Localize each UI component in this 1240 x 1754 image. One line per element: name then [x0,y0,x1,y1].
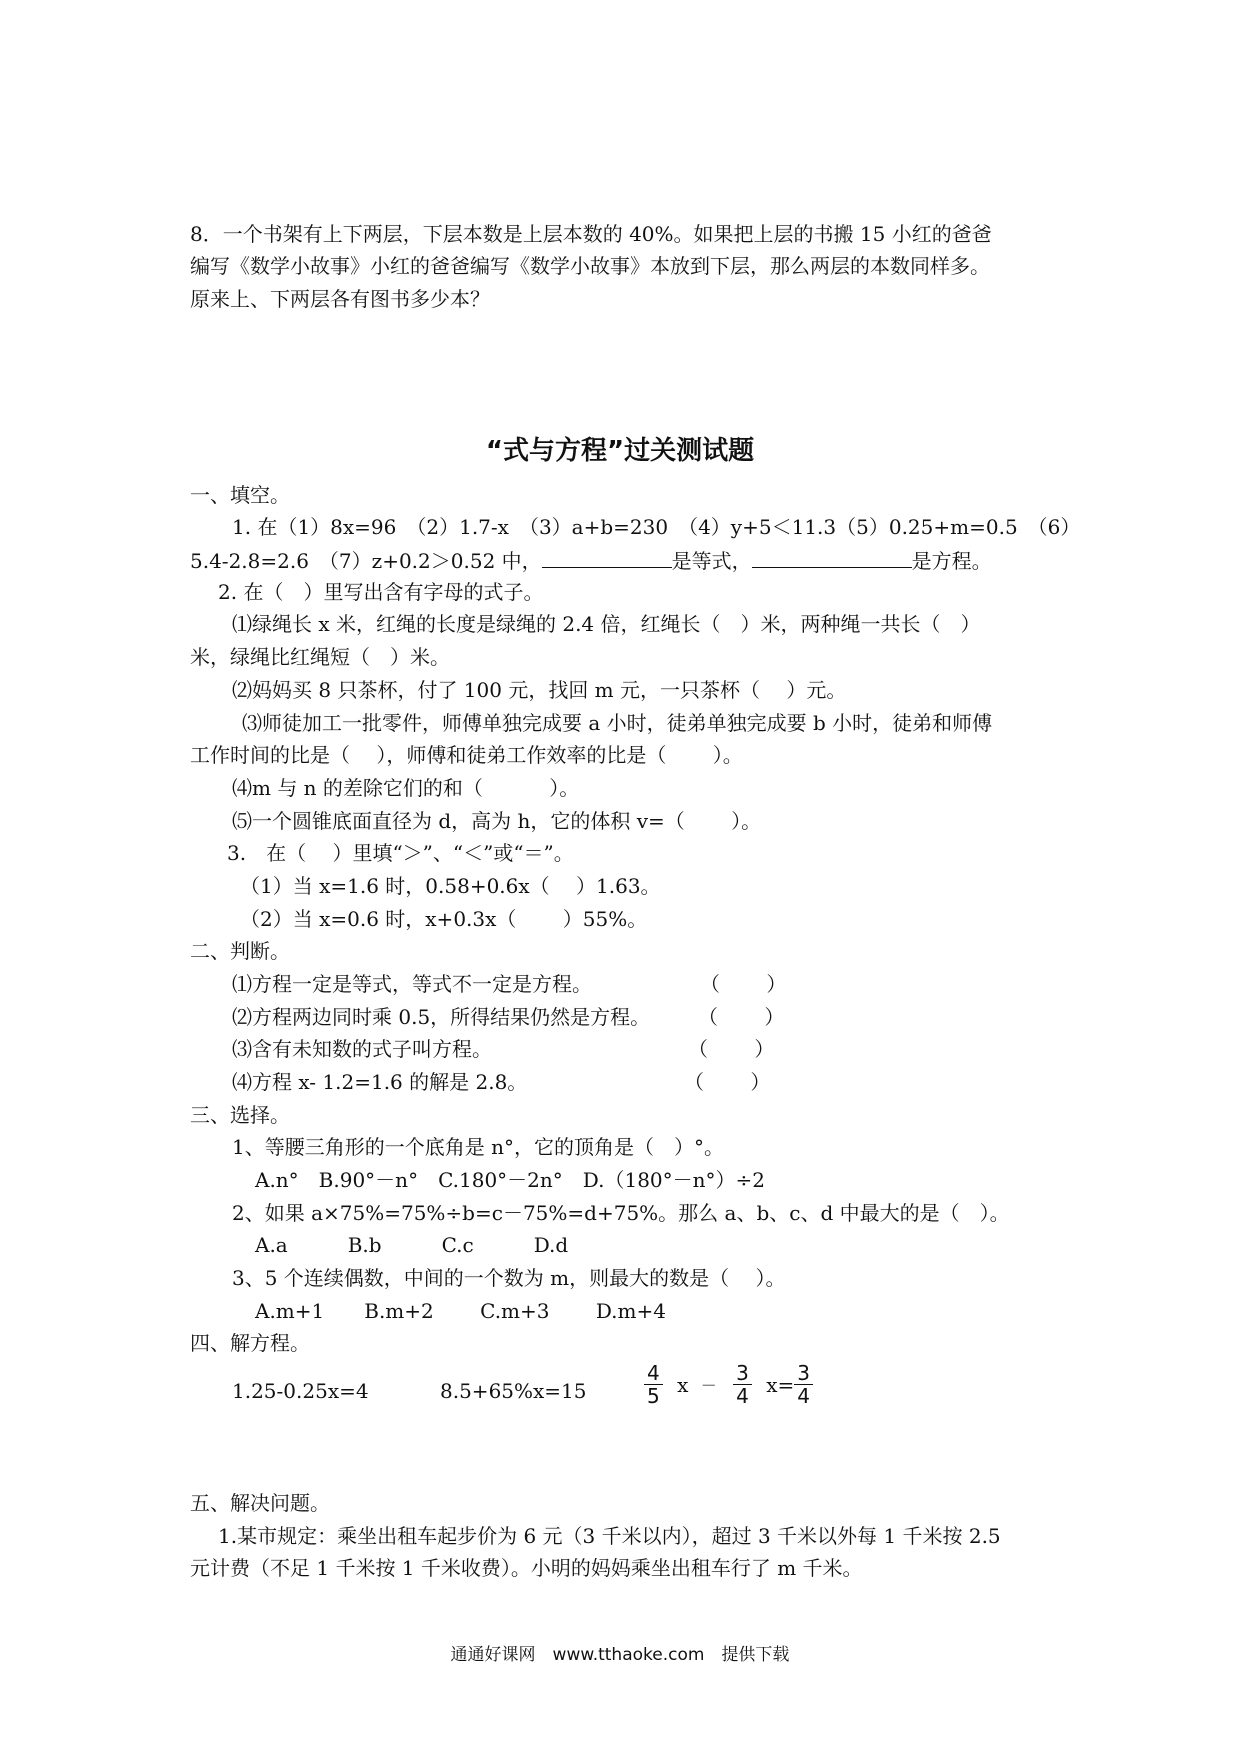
judge-item-4: ⑷方程 x- 1.2=1.6 的解是 2.8。 [232,1070,528,1094]
s1-q3-2: （2）当 x=0.6 时，x+0.3x（ ）55%。 [240,907,648,931]
s1-q1-line-1: 1. 在（1）8x=96 （2）1.7-x （3）a+b=230 （4）y+5＜11.3（5）0.25+m=0.5 （6） [232,515,1081,539]
choice-3-options: A.m+1 B.m+2 C.m+3 D.m+4 [255,1299,666,1323]
q8-line-1: 8．一个书架有上下两层，下层本数是上层本数的 40%。如果把上层的书搬 15 小红的爸爸 [190,222,992,246]
s1-q3-heading: 3. 在（ ）里填“＞”、“＜”或“＝”。 [227,841,574,865]
s1-q1-text-a: 5.4-2.8=2.6 （7）z+0.2＞0.52 中， [190,549,542,573]
s1-q2-1-line-2: 米，绿绳比红绳短（ ）米。 [190,645,450,669]
choice-3: 3、5 个连续偶数，中间的一个数为 m，则最大的数是（ ）。 [232,1266,786,1290]
section-1-heading: 一、填空。 [190,483,290,507]
s1-q2-3-line-2: 工作时间的比是（ ），师傅和徒弟工作效率的比是（ ）。 [190,743,743,767]
judge-paren-3[interactable]: （ ） [688,1037,775,1061]
s1-q1-line-2 [190,547,992,573]
s1-q3-1: （1）当 x=1.6 时，0.58+0.6x（ ）1.63。 [240,874,661,898]
s1-q1-text-b: 是等式， [671,549,752,573]
section-5-heading: 五、解决问题。 [190,1491,330,1515]
page-title: “式与方程”过关测试题 [485,436,755,466]
s1-q2-2: ⑵妈妈买 8 只茶杯，付了 100 元，找回 m 元，一只茶杯（ ）元。 [232,678,847,702]
judge-item-3: ⑶含有未知数的式子叫方程。 [232,1037,492,1061]
section-2-heading: 二、判断。 [190,939,290,963]
section-4-heading: 四、解方程。 [190,1331,310,1355]
page-footer: 通通好课网 www.tthaoke.com 提供下载 [450,1645,790,1665]
section-3-heading: 三、选择。 [190,1103,290,1127]
problem-1-line-2: 元计费（不足 1 千米按 1 千米收费）。小明的妈妈乘坐出租车行了 m 千米。 [190,1556,863,1580]
judge-paren-1[interactable]: （ ） [700,972,787,996]
fraction-three-fourths: $\frac{3}{4}$ [733,1362,752,1407]
judge-item-2: ⑵方程两边同时乘 0.5，所得结果仍然是方程。 [232,1005,651,1029]
s1-q2-3-line-1: ⑶师徒加工一批零件，师傅单独完成要 a 小时，徒弟单独完成要 b 小时，徒弟和师傅 [242,711,993,735]
choice-1: 1、等腰三角形的一个底角是 n°，它的顶角是（ ）°。 [232,1135,724,1159]
s1-q2-1-line-1: ⑴绿绳长 x 米，红绳的长度是绿绳的 2.4 倍，红绳长（ ）米，两种绳一共长（ ） [232,612,981,636]
judge-paren-4[interactable]: （ ） [684,1070,771,1094]
equation-3: $\frac{4}{5}$ x － $\frac{3}{4}$ x= $\frac{3}{4}$ [640,1362,817,1407]
fraction-three-fourths-rhs: $\frac{3}{4}$ [794,1362,813,1407]
choice-1-options: A.n° B.90°－n° C.180°－2n° D.（180°－n°）÷2 [255,1168,766,1192]
equation-1: 1.25-0.25x=4 [232,1379,369,1403]
s1-q2-4: ⑷m 与 n 的差除它们的和（ ）。 [232,776,580,800]
s1-q2-heading: 2. 在（ ）里写出含有字母的式子。 [218,580,544,604]
equation-blank[interactable] [542,547,672,568]
judge-paren-2[interactable]: （ ） [698,1005,785,1029]
s1-q1-text-c: 是方程。 [911,549,992,573]
choice-2-options: A.a B.b C.c D.d [255,1233,569,1257]
s1-q2-5: ⑸一个圆锥底面直径为 d，高为 h，它的体积 v=（ ）。 [232,809,762,833]
problem-1-line-1: 1.某市规定：乘坐出租车起步价为 6 元（3 千米以内），超过 3 千米以外每 1 千米按 2.5 [218,1524,1001,1548]
judge-item-1: ⑴方程一定是等式，等式不一定是方程。 [232,972,592,996]
q8-line-3: 原来上、下两层各有图书多少本？ [190,287,490,311]
fraction-four-fifths: $\frac{4}{5}$ [644,1362,663,1407]
equation-2: 8.5+65%x=15 [440,1379,587,1403]
equation-blank-2[interactable] [752,547,912,568]
q8-line-2: 编写《数学小故事》小红的爸爸编写《数学小故事》本放到下层，那么两层的本数同样多。 [190,254,990,278]
choice-2: 2、如果 a×75%=75%÷b=c－75%=d+75%。那么 a、b、c、d 中最大的是（ ）。 [232,1201,1010,1225]
